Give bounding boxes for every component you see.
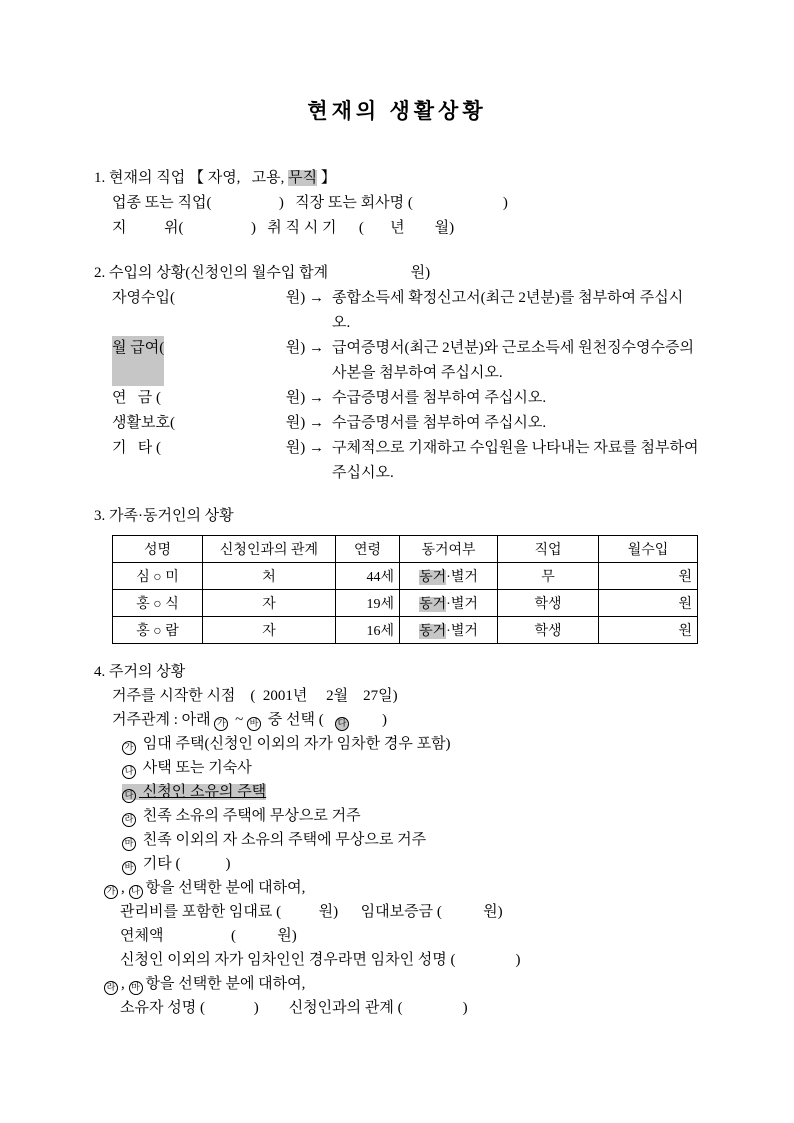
circled-mark-to: 바	[247, 717, 261, 731]
page-title: 현재의 생활상황	[307, 99, 487, 123]
group-separator: ,	[121, 976, 129, 992]
col-header-income: 월수입	[599, 536, 698, 563]
income-unit-arrow: 원) →	[285, 440, 324, 456]
cell-relation: 처	[203, 563, 336, 590]
income-unit-arrow: 원) →	[285, 290, 324, 306]
income-instruction: 종합소득세 확정신고서(최근 2년분)를 첨부하여 주십시오.	[332, 290, 684, 331]
arrears-line: 연체액 ( 원)	[120, 928, 297, 944]
group-heading-text: 항을 선택한 분에 대하여,	[145, 976, 306, 992]
circled-mark: 마	[129, 981, 143, 995]
cell-job: 무	[498, 563, 599, 590]
table-row	[113, 617, 698, 644]
circled-mark: 나	[122, 765, 136, 779]
group-separator: ,	[121, 880, 129, 896]
income-name: 생활보호(	[112, 415, 175, 431]
option-label: 신청인 소유의 주택	[139, 784, 267, 800]
option-selected-highlight	[122, 784, 266, 800]
table-row	[113, 590, 698, 617]
income-label	[112, 411, 324, 436]
job-options-line	[94, 166, 700, 191]
section-current-job	[94, 166, 700, 241]
housing-option-other	[94, 852, 700, 876]
cell-age: 44세	[336, 563, 400, 590]
income-name: 기 타 (	[112, 440, 161, 456]
circled-mark: 가	[122, 741, 136, 755]
circled-mark: 나	[129, 885, 143, 899]
income-instruction: 수급증명서를 첨부하여 주십시오.	[332, 415, 547, 431]
housing-option-own-house-selected	[94, 780, 700, 804]
residence-relation-line	[94, 708, 700, 732]
cell-name: 심 ○ 미	[113, 563, 203, 590]
cohabit-selected: 동거	[419, 624, 447, 639]
cohabit-rest: ·별거	[446, 570, 478, 585]
section-income	[94, 261, 703, 486]
rent-amount-line: 관리비를 포함한 임대료 ( 원) 임대보증금 ( 원)	[120, 904, 503, 920]
col-header-age: 연령	[336, 536, 400, 563]
relation-post: )	[351, 712, 387, 728]
relation-mid2: 중 선택 (	[263, 712, 335, 728]
job-position-date-line: 지 위( ) 취 직 시 기 ( 년 월)	[112, 220, 455, 236]
circled-mark: 가	[104, 885, 118, 899]
owner-name-relation-line: 소유자 성명 ( ) 신청인과의 관계 ( )	[120, 1000, 468, 1016]
income-unit-arrow: 원) →	[285, 340, 324, 356]
owner-group-heading	[94, 972, 700, 996]
cohabit-selected: 동거	[419, 570, 447, 585]
col-header-relation: 신청인과의 관계	[203, 536, 336, 563]
circled-mark-selected: 다	[335, 717, 349, 731]
cell-income: 원	[599, 617, 698, 644]
cohabit-rest: ·별거	[446, 624, 478, 639]
cell-name: 홍 ○ 식	[113, 590, 203, 617]
family-heading: 3. 가족·동거인의 상황	[94, 508, 234, 524]
income-instruction: 수급증명서를 첨부하여 주십시오.	[332, 390, 547, 406]
cell-age: 16세	[336, 617, 400, 644]
col-header-job: 직업	[498, 536, 599, 563]
income-row-pension	[94, 386, 700, 411]
cohabit-selected: 동거	[419, 597, 447, 612]
income-instruction: 급여증명서(최근 2년분)와 근로소득세 원천징수영수증의 사본을 첨부하여 주십시오.	[332, 340, 698, 381]
family-table	[112, 535, 698, 644]
cell-age: 19세	[336, 590, 400, 617]
income-label	[112, 336, 324, 386]
income-name: 자영수입(	[112, 290, 175, 306]
cell-cohabitation	[400, 590, 498, 617]
option-label: 임대 주택(신청인 이외의 자가 임차한 경우 포함)	[139, 736, 451, 752]
income-unit-arrow: 원) →	[285, 390, 324, 406]
income-label	[112, 286, 324, 336]
income-row-self-employment	[94, 286, 700, 336]
col-header-cohabitation: 동거여부	[400, 536, 498, 563]
cell-income: 원	[599, 590, 698, 617]
housing-option-company-housing	[94, 756, 700, 780]
relation-mid: ~	[231, 712, 247, 728]
circled-mark: 라	[104, 981, 118, 995]
option-label: 친족 소유의 주택에 무상으로 거주	[139, 808, 361, 824]
cell-job: 학생	[498, 617, 599, 644]
job-line-pre: 1. 현재의 직업 【 자영, 고용,	[94, 170, 289, 186]
job-line-post: 】	[317, 170, 336, 186]
cell-cohabitation	[400, 563, 498, 590]
cell-cohabitation	[400, 617, 498, 644]
cell-job: 학생	[498, 590, 599, 617]
income-label	[112, 436, 324, 486]
circled-mark: 다	[122, 789, 136, 803]
cell-relation: 자	[203, 617, 336, 644]
group-heading-text: 항을 선택한 분에 대하여,	[145, 880, 306, 896]
income-label	[112, 386, 324, 411]
relation-pre: 거주관계 : 아래	[112, 712, 215, 728]
income-instruction: 구체적으로 기재하고 수입원을 나타내는 자료를 첨부하여 주십시오.	[332, 440, 703, 481]
housing-option-relative-house	[94, 804, 700, 828]
option-label: 사택 또는 기숙사	[139, 760, 252, 776]
cell-income: 원	[599, 563, 698, 590]
residence-start-line: 거주를 시작한 시점 ( 2001년 2월 27일)	[112, 688, 398, 704]
income-row-welfare	[94, 411, 700, 436]
cohabit-rest: ·별거	[446, 597, 478, 612]
cell-name: 홍 ○ 람	[113, 617, 203, 644]
housing-heading: 4. 주거의 상황	[94, 664, 186, 680]
section-family	[94, 504, 700, 644]
table-row	[113, 563, 698, 590]
income-row-monthly-salary	[94, 336, 700, 386]
housing-option-nonrelative-house	[94, 828, 700, 852]
tenant-name-line: 신청인 이외의 자가 임차인인 경우라면 임차인 성명 ( )	[120, 952, 521, 968]
circled-mark-from: 가	[214, 717, 228, 731]
family-table-header-row	[113, 536, 698, 563]
income-name: 연 금 (	[112, 390, 161, 406]
section-housing	[94, 660, 700, 1020]
circled-mark: 라	[122, 813, 136, 827]
income-name-highlight: 월 급여(	[112, 336, 164, 386]
col-header-name: 성명	[113, 536, 203, 563]
rent-group-heading	[94, 876, 700, 900]
income-unit-arrow: 원) →	[285, 415, 324, 431]
circled-mark: 마	[122, 837, 136, 851]
job-selected-highlight: 무직	[288, 170, 318, 186]
income-row-other	[94, 436, 703, 486]
option-label: 기타 ( )	[139, 856, 231, 872]
circled-mark: 바	[122, 861, 136, 875]
job-type-company-line: 업종 또는 직업( ) 직장 또는 회사명 ( )	[112, 195, 508, 211]
option-label: 친족 이외의 자 소유의 주택에 무상으로 거주	[139, 832, 427, 848]
housing-option-rental	[94, 732, 700, 756]
cell-relation: 자	[203, 590, 336, 617]
income-heading: 2. 수입의 상황(신청인의 월수입 합계 원)	[94, 265, 431, 281]
